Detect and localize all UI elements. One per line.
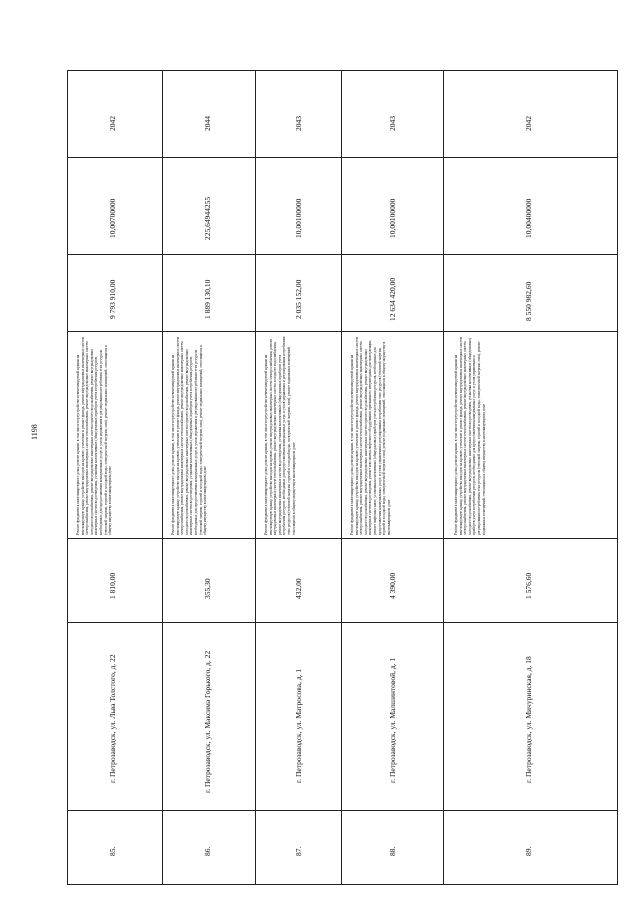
table-row bbox=[256, 71, 342, 884]
number-cell bbox=[256, 811, 341, 886]
repair-cost: 12 634 420,00 bbox=[388, 277, 397, 321]
area-cell bbox=[342, 539, 443, 623]
building-address: г. Петрозаводск, ул. Матросова, д. 1 bbox=[294, 668, 303, 783]
address-cell bbox=[163, 623, 255, 811]
repair-year: 2043 bbox=[388, 116, 397, 131]
share-cell bbox=[163, 158, 255, 255]
works-cell bbox=[163, 332, 255, 539]
works-cell bbox=[444, 332, 617, 539]
number-cell bbox=[163, 811, 255, 886]
repair-year: 2042 bbox=[524, 116, 533, 131]
row-number: 88. bbox=[388, 846, 397, 856]
building-address: г. Петрозаводск, ул. Мичуринская, д. 18 bbox=[524, 656, 533, 783]
works-cell bbox=[256, 332, 341, 539]
area-cell bbox=[444, 539, 617, 623]
building-area: 432,00 bbox=[294, 578, 303, 599]
cost-cell bbox=[444, 255, 617, 332]
works-description: Ремонт фундамента многоквартирного дома, ремонт крыши, в том числе переустройство невентилируемой крыши на вентилируемую крышу, устройство выходов на кровлю, утепление и ремонт фасада, ремонт внутридомовых инженерных систем электроснабжения, ремонт внутридомовых инженерных систем теплоснабжения, ремонт внутридомовых инженерных систем холодного водоснабжения, ремонт внутридомовых инженерных систем водоотведения, установка коллективных (общедомовых) приборов учета потребления ресурсов, необходимых для предоставления коммунальных услуг, и узлов управления и регулирования потребления этих ресурсов (тепловой энергии, горячей и холодной воды, электрической энергии, газа), ремонт подвальных помещений, относящихся к общему имуществу в многоквартирном доме bbox=[454, 336, 486, 535]
row-number: 87. bbox=[294, 846, 303, 856]
address-cell bbox=[444, 623, 617, 811]
cost-per-sqm: 10,00100000 bbox=[388, 198, 397, 238]
address-cell bbox=[342, 623, 443, 811]
number-cell bbox=[68, 811, 162, 886]
year-cell bbox=[342, 71, 443, 158]
building-address: г. Петрозаводск, ул. Максима Горького, д. 22 bbox=[203, 650, 212, 793]
repair-year: 2043 bbox=[294, 116, 303, 131]
number-cell bbox=[342, 811, 443, 886]
repair-cost: 1 889 130,10 bbox=[203, 279, 212, 319]
page-number: 1198 bbox=[30, 424, 39, 440]
address-cell bbox=[68, 623, 162, 811]
cost-cell bbox=[256, 255, 341, 332]
repair-cost: 2 035 152,00 bbox=[294, 279, 303, 319]
cost-cell bbox=[163, 255, 255, 332]
building-address: г. Петрозаводск, ул. Малшинтовой, д. 1 bbox=[388, 657, 397, 783]
repair-cost: 8 550 982,60 bbox=[524, 281, 533, 321]
share-cell bbox=[444, 158, 617, 255]
address-cell bbox=[256, 623, 341, 811]
row-number: 86. bbox=[203, 846, 212, 856]
cost-cell bbox=[342, 255, 443, 332]
year-cell bbox=[163, 71, 255, 158]
works-description: Ремонт фундамента многоквартирного дома, ремонт крыши, в том числе переустройство невентилируемой крыши на вентилируемую крышу, устройство выходов на кровлю, утепление и ремонт фасада, ремонт внутридомовых инженерных систем электроснабжения, ремонт внутридомовых инженерных систем теплоснабжения, ремонт внутридомовых инженерных систем холодного водоснабжения, ремонт внутридомовых инженерных систем горячего водоснабжения, ремонт внутридомовых инженерных систем водоотведения, установка коллективных (общедомовых) приборов учета потребления ресурсов, необходимых для предоставления коммунальных услуг, и узлов управления и регулирования потребления этих ресурсов (тепловой энергии, горячей и холодной воды, электрической энергии, газа), ремонт подвальных помещений, относящихся к общему имуществу в многоквартирном доме bbox=[171, 336, 208, 535]
cost-cell bbox=[68, 255, 162, 332]
number-cell bbox=[444, 811, 617, 886]
area-cell bbox=[68, 539, 162, 623]
repair-year: 2044 bbox=[203, 116, 212, 131]
share-cell bbox=[256, 158, 341, 255]
row-number: 89. bbox=[524, 846, 533, 856]
table-row bbox=[68, 71, 163, 884]
year-cell bbox=[444, 71, 617, 158]
building-area: 355,30 bbox=[203, 578, 212, 599]
repair-year: 2042 bbox=[108, 116, 117, 131]
table-row bbox=[444, 71, 617, 884]
building-area: 1 810,00 bbox=[108, 572, 117, 599]
share-cell bbox=[68, 158, 162, 255]
table-row bbox=[163, 71, 256, 884]
year-cell bbox=[68, 71, 162, 158]
housing-repair-table bbox=[67, 70, 618, 885]
cost-per-sqm: 10,00400000 bbox=[524, 198, 533, 238]
building-area: 1 576,60 bbox=[524, 572, 533, 599]
year-cell bbox=[256, 71, 341, 158]
works-description: Ремонт фундамента многоквартирного дома, ремонт крыши, в том числе переустройство невентилируемой крыши на вентилируемую крышу, устройство выходов на кровлю, ремонт внутридомовых инженерных систем электроснабжения, ремонт внутридомовых инженерных систем теплоснабжения, ремонт внутридомовых инженерных систем холодного водоснабжения, ремонт внутридомовых инженерных систем водоотведения, установка коллективных (общедомовых) приборов учета потребления ресурсов, необходимых для предоставления коммунальных услуг, и узлов управления и регулирования потребления этих ресурсов (тепловой энергии, горячей и холодной воды, электрической энергии, газа), ремонт подвальных помещений, относящихся к общему имуществу в многоквартирном доме bbox=[264, 336, 296, 535]
row-number: 85. bbox=[108, 846, 117, 856]
works-description: Ремонт фундамента многоквартирного дома, ремонт крыши, в том числе переустройство невентилируемой крыши на вентилируемую крышу, устройство выходов на кровлю, утепление и ремонт фасада, ремонт внутридомовых инженерных систем электроснабжения, ремонт внутридомовых инженерных систем теплоснабжения, ремонт внутридомовых инженерных систем холодного водоснабжения, ремонт внутридомовых инженерных систем горячего водоснабжения, ремонт внутридомовых инженерных систем водоотведения, установка коллективных (общедомовых) приборов учета потребления ресурсов, необходимых для предоставления коммунальных услуг, и узлов управления и регулирования потребления этих ресурсов (тепловой энергии, горячей и холодной воды, электрической энергии, газа), ремонт подвальных помещений, относящихся к общему имуществу в многоквартирном доме bbox=[76, 336, 113, 535]
works-cell bbox=[342, 332, 443, 539]
building-address: г. Петрозаводск, ул. Льва Толстого, д. 22 bbox=[108, 654, 117, 783]
building-area: 4 390,00 bbox=[388, 572, 397, 599]
repair-cost: 9 793 910,00 bbox=[108, 279, 117, 319]
works-description: Ремонт фундамента многоквартирного дома, ремонт крыши, в том числе переустройство невентилируемой крыши на вентилируемую крышу, устройство выходов на кровлю, утепление и ремонт фасада, ремонт внутридомовых инженерных систем электроснабжения, ремонт внутридомовых инженерных систем теплоснабжения, ремонт внутридомовых инженерных систем холодного водоснабжения, ремонт внутридомовых инженерных систем горячего водоснабжения, ремонт внутридомовых инженерных систем водоотведения, ремонт или замена лифтового оборудования, признанного непригодным для эксплуатации, ремонт лифтовых шахт, установка коллективных (общедомовых) приборов учета потребления ресурсов, необходимых для предоставления коммунальных услуг, и узлов управления и регулирования потребления этих ресурсов (тепловой энергии, горячей и холодной воды, электрической энергии, газа), ремонт подвальных помещений, относящихся к общему имуществу в многоквартирном доме bbox=[350, 336, 391, 535]
works-cell bbox=[68, 332, 162, 539]
cost-per-sqm: 10,00100000 bbox=[294, 198, 303, 238]
area-cell bbox=[163, 539, 255, 623]
share-cell bbox=[342, 158, 443, 255]
cost-per-sqm: 225,64944255 bbox=[203, 196, 212, 240]
cost-per-sqm: 10,00700000 bbox=[108, 198, 117, 238]
table-row bbox=[342, 71, 444, 884]
area-cell bbox=[256, 539, 341, 623]
